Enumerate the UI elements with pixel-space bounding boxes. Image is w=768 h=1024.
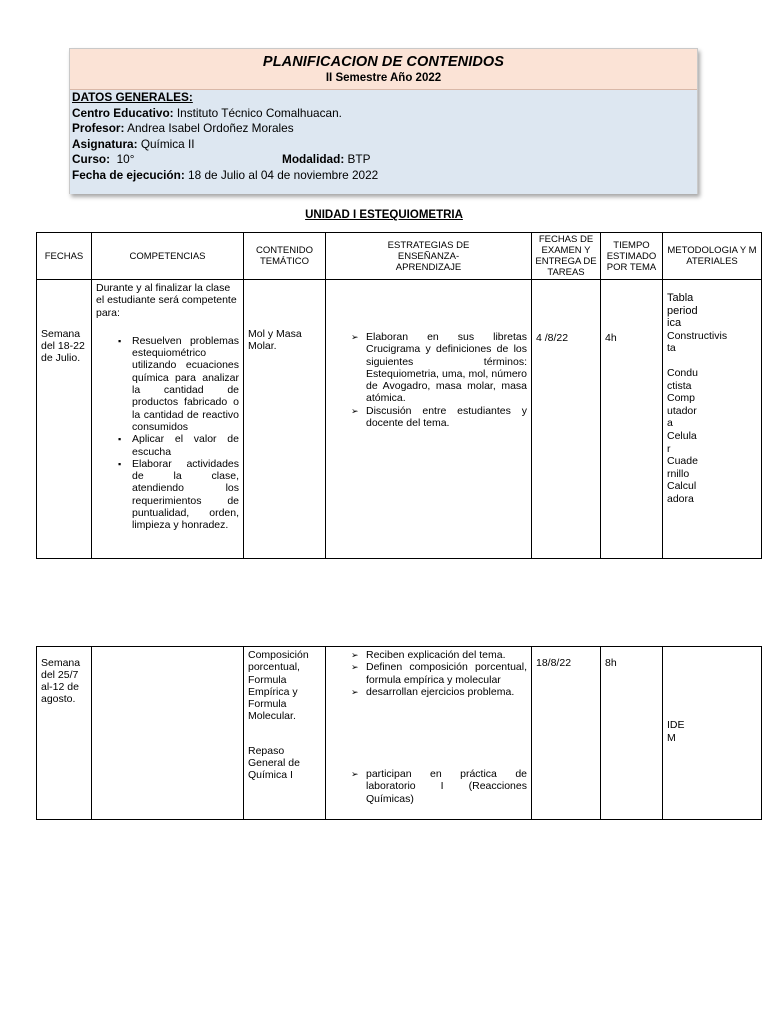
course-label: Curso:: [72, 152, 111, 166]
header-fechas-examen: FECHAS DE EXAMEN Y ENTREGA DE TAREAS: [532, 233, 601, 280]
strategy-item: ➢ desarrollan ejercicios problema.: [330, 686, 527, 698]
subject-label: Asignatura:: [72, 136, 138, 151]
title-band: [70, 49, 697, 90]
competency-item: ▪ Resuelven problemas estequiométrico utilizando ecuaciones química para analizar la cantidad de productos fabricado o la cantidad de reactivo consumidos: [96, 335, 239, 433]
competency-item: ▪ Aplicar el valor de escucha: [96, 433, 239, 458]
document-title: PLANIFICACION DE CONTENIDOS: [262, 54, 505, 70]
header-metodologia: METODOLOGIA Y MATERIALES: [663, 233, 762, 280]
modality: [282, 152, 371, 168]
week-cell: Semana del 18-22 de Julio.: [37, 280, 92, 559]
material-item: Calculadora: [667, 480, 697, 505]
table-row: [37, 280, 762, 559]
material-item: IDEM: [667, 719, 685, 744]
modality-label: Modalidad:: [282, 152, 345, 166]
table-row: [37, 647, 762, 820]
strategies-cell: [326, 647, 532, 820]
competencies-intro: Durante y al finalizar la clase el estudiante será competente para:: [96, 282, 237, 319]
competencies-cell: [92, 280, 244, 559]
strategy-item: ➢ Definen composición porcentual, formula empírica y molecular: [330, 661, 527, 686]
content-item: Repaso General de Química I: [248, 744, 300, 782]
materials-cell: [663, 647, 762, 820]
course-row: [72, 152, 695, 168]
competency-item: ▪ Elaborar actividades de la clase, atendiendo los requerimientos de puntualidad, orden, limpieza y honradez.: [96, 458, 239, 532]
content-cell: [244, 647, 326, 820]
table-header-row: [37, 233, 762, 280]
content-cell: Mol y Masa Molar.: [244, 280, 326, 559]
school-label: Centro Educativo:: [72, 105, 174, 120]
competencies-cell: [92, 647, 244, 820]
material-item: Constructivista: [667, 329, 728, 355]
header-competencias: COMPETENCIAS: [92, 233, 244, 280]
school-row: [72, 106, 695, 122]
general-data-heading: DATOS GENERALES:: [72, 90, 193, 104]
exam-date-cell: 4 /8/22: [532, 280, 601, 559]
strategy-item: ➢ Elaboran en sus libretas Crucigrama y definiciones de los siguientes términos: Estequiometria, uma, mol, número de Avogadro, masa molar, masa atómica.: [330, 331, 527, 405]
material-item: Celular: [667, 429, 697, 455]
subject-value: Química II: [137, 136, 195, 151]
teacher-row: [72, 121, 695, 137]
content-item: Composición porcentual, Formula Empírica y Formula Molecular.: [248, 649, 309, 723]
strategies-cell: [326, 280, 532, 559]
unit-title: UNIDAD I ESTEQUIOMETRIA: [305, 209, 463, 221]
teacher-value: Andrea Isabel Ordoñez Morales: [124, 121, 294, 135]
material-item: Computadora: [667, 392, 697, 430]
material-item: Cuadernillo: [667, 455, 698, 480]
time-cell: 4h: [601, 280, 663, 559]
subject-row: [72, 137, 695, 153]
material-spacer: [667, 355, 757, 367]
strategy-item: ➢ Discusión entre estudiantes y docente del tema.: [330, 405, 527, 430]
planning-table-1: [36, 232, 762, 559]
material-item: Conductista: [667, 366, 698, 392]
material-item: Tabla periodica: [667, 292, 698, 330]
general-data-section: [70, 90, 697, 194]
execution-date-value: 18 de Julio al 04 de noviembre 2022: [184, 167, 379, 182]
header-tiempo: TIEMPO ESTIMADO POR TEMA: [601, 233, 663, 280]
course-value: 10°: [110, 152, 135, 166]
modality-value: BTP: [344, 152, 371, 166]
header-estrategias: ESTRATEGIAS DE ENSEÑANZA-APRENDIZAJE: [326, 233, 532, 280]
header-contenido: CONTENIDO TEMÁTICO: [244, 233, 326, 280]
header-fechas: FECHAS: [37, 233, 92, 280]
week-cell: Semana del 25/7 al-12 de agosto.: [37, 647, 92, 820]
header-box: [69, 48, 698, 194]
teacher-label: Profesor:: [72, 121, 125, 135]
exam-date-cell: 18/8/22: [532, 647, 601, 820]
school-value: Instituto Técnico Comalhuacan.: [173, 105, 342, 120]
materials-cell: [663, 280, 762, 559]
document-subtitle: II Semestre Año 2022: [325, 72, 442, 84]
planning-table-2: [36, 646, 762, 820]
date-row: [72, 168, 695, 184]
strategy-item: ➢ Reciben explicación del tema.: [330, 649, 527, 661]
time-cell: 8h: [601, 647, 663, 820]
strategy-item: ➢ participan en práctica de laboratorio I (Reacciones Químicas): [330, 768, 527, 805]
execution-date-label: Fecha de ejecución:: [72, 167, 185, 182]
